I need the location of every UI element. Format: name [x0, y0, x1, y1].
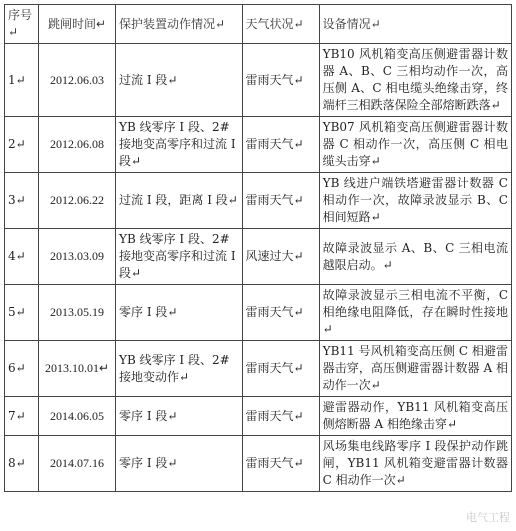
watermark: 电气工程: [466, 511, 510, 524]
cell-no: 3↵: [5, 173, 39, 229]
cell-date: 2012.06.03: [38, 44, 115, 117]
cell-date: 2012.06.22: [38, 173, 115, 229]
table-row: [5, 117, 512, 173]
header-equipment: 设备情况↵: [319, 5, 511, 44]
cell-weather: 雷雨天气↵: [242, 341, 319, 397]
cell-no: 5↵: [5, 285, 39, 341]
header-trip-time: 跳闸时间↵: [38, 5, 115, 44]
cell-no: 4↵: [5, 229, 39, 285]
cell-weather: 雷雨天气↵: [242, 173, 319, 229]
cell-equipment: 故障录波显示 A、B、C 三相电流越限启动。↵: [319, 229, 511, 285]
cell-no: 1↵: [5, 44, 39, 117]
table-row: [5, 397, 512, 436]
cell-weather: 雷雨天气↵: [242, 285, 319, 341]
cell-no: 8↵: [5, 436, 39, 492]
table-row: [5, 173, 512, 229]
header-no: 序号↵: [5, 5, 39, 44]
cell-date: 2013.03.09: [38, 229, 115, 285]
table-row: [5, 285, 512, 341]
table-row: [5, 436, 512, 492]
cell-equipment: 故障录波显示三相电流不平衡，C 相绝缘电阻降低，存在瞬时性接地↵: [319, 285, 511, 341]
cell-equipment: 避雷器动作，YB11 风机箱变高压侧熔断器 A 相绝缘击穿↵: [319, 397, 511, 436]
cell-equipment: YB11 号风机箱变高压侧 C 相避雷器击穿，高压侧避雷器计数器 A 相动作一次↵: [319, 341, 511, 397]
cell-protection: 零序 I 段↵: [116, 285, 242, 341]
table-row: [5, 44, 512, 117]
cell-date: 2012.06.08: [38, 117, 115, 173]
cell-weather: 雷雨天气↵: [242, 117, 319, 173]
incident-table: [4, 4, 512, 492]
cell-date: 2014.07.16: [38, 436, 115, 492]
cell-protection: YB 线零序 I 段、2# 接地变动作↵: [116, 341, 242, 397]
cell-weather: 风速过大↵: [242, 229, 319, 285]
cell-equipment: YB 线进户端铁塔避雷器计数器 C 相动作一次，故障录波显示 B、C 相间短路↵: [319, 173, 511, 229]
cell-date: 2013.05.19: [38, 285, 115, 341]
cell-protection: YB 线零序 I 段、2# 接地变高零序和过流 I 段↵: [116, 229, 242, 285]
cell-protection: YB 线零序 I 段、2# 接地变高零序和过流 I 段↵: [116, 117, 242, 173]
cell-protection: 过流 I 段，距离 I 段↵: [116, 173, 242, 229]
cell-no: 2↵: [5, 117, 39, 173]
header-protection: 保护装置动作情况↵: [116, 5, 242, 44]
cell-equipment: YB10 风机箱变高压侧避雷器计数器 A、B、C 三相均动作一次，高压侧 A、C 相电缆头绝缘击穿，终端杆三相跌落保险全部熔断跌落↵: [319, 44, 511, 117]
cell-weather: 雷雨天气↵: [242, 44, 319, 117]
cell-equipment: YB07 风机箱变高压侧避雷器计数器 C 相动作一次，高压侧 C 相电缆头击穿↵: [319, 117, 511, 173]
cell-protection: 零序 I 段↵: [116, 436, 242, 492]
cell-equipment: 风场集电线路零序 I 段保护动作跳闸，YB11 风机箱变避雷器计数器 C 相动作一次↵: [319, 436, 511, 492]
cell-weather: 雷雨天气↵: [242, 397, 319, 436]
cell-date: 2014.06.05: [38, 397, 115, 436]
table-row: [5, 341, 512, 397]
cell-weather: 雷雨天气↵: [242, 436, 319, 492]
header-row: [5, 5, 512, 44]
cell-date: 2013.10.01↵: [38, 341, 115, 397]
header-weather: 天气状况↵: [242, 5, 319, 44]
cell-protection: 过流 I 段↵: [116, 44, 242, 117]
table-row: [5, 229, 512, 285]
cell-protection: 零序 I 段↵: [116, 397, 242, 436]
cell-no: 6↵: [5, 341, 39, 397]
cell-no: 7↵: [5, 397, 39, 436]
